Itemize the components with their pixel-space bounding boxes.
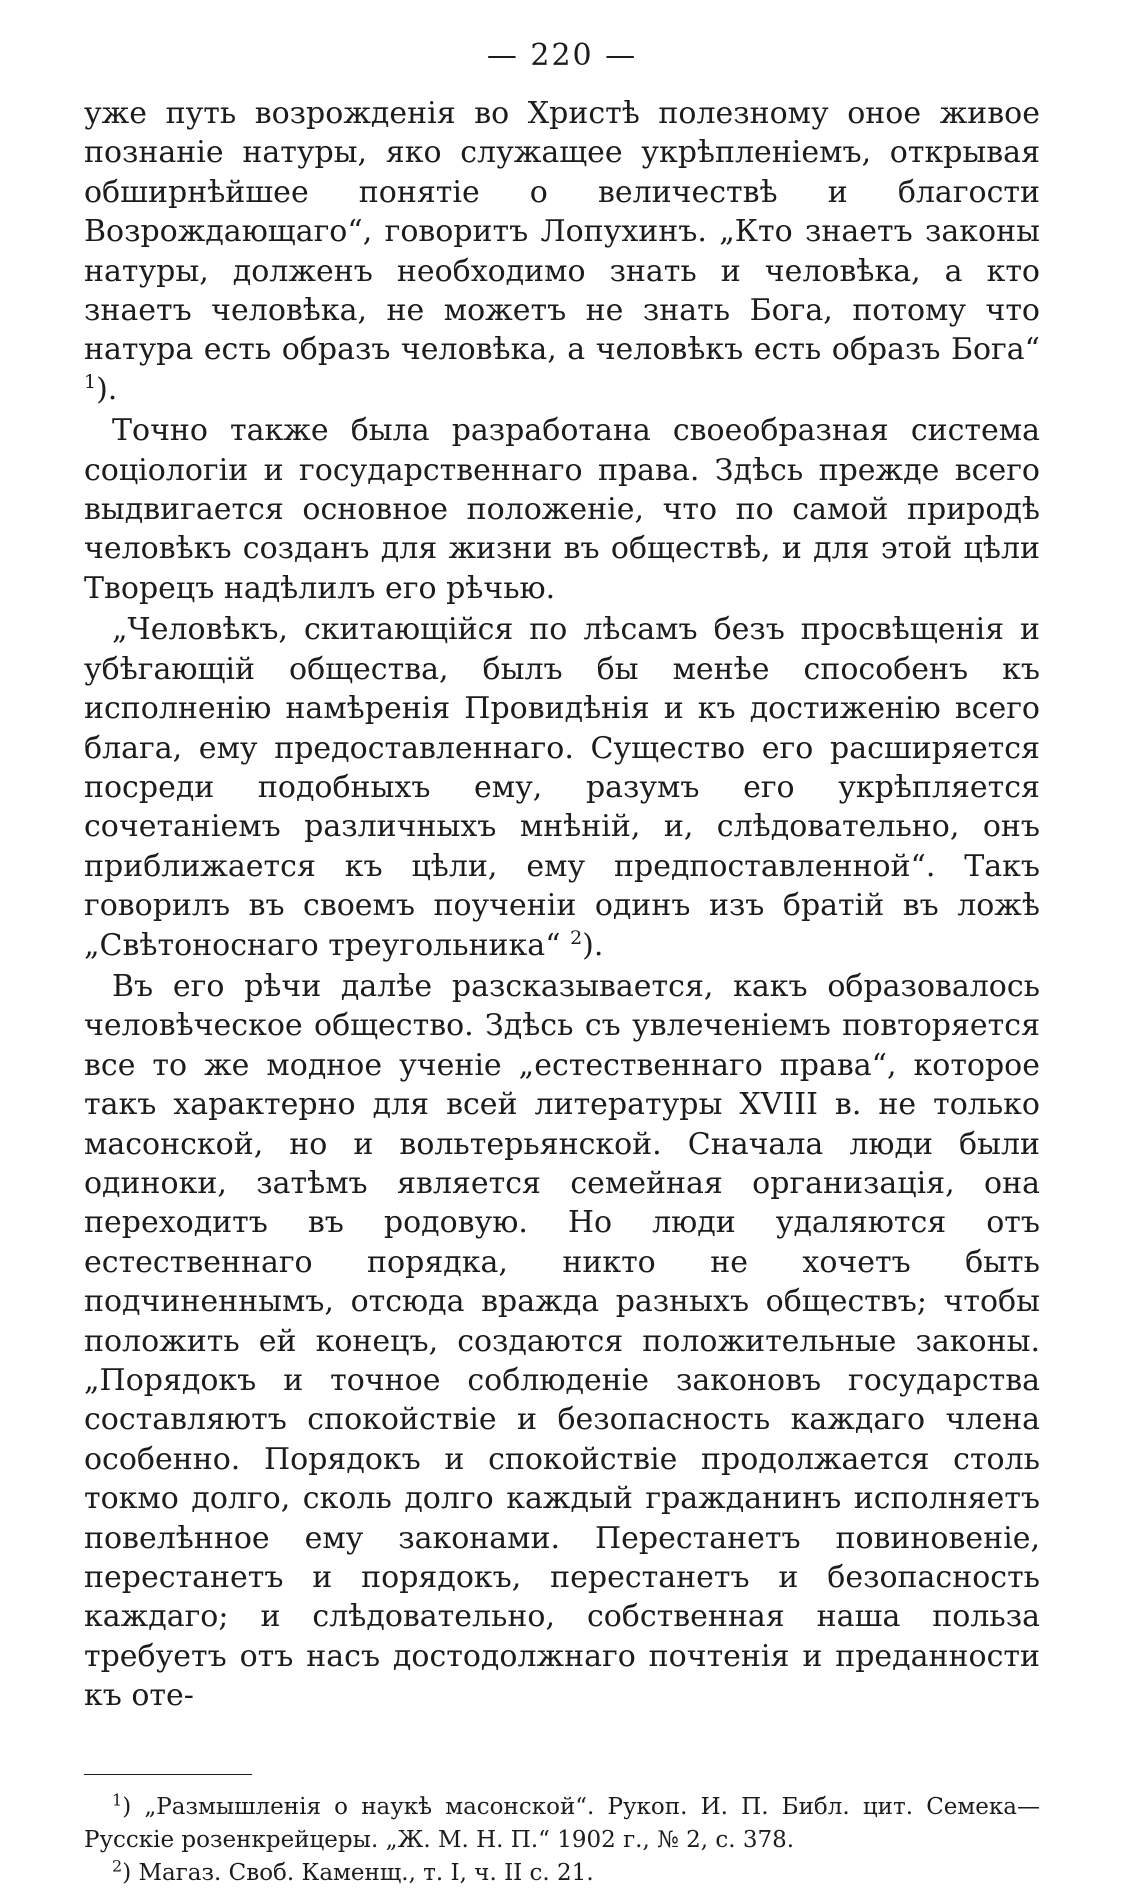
paragraph: Въ его рѣчи далѣе разсказывается, какъ образовалось человѣческое общество. Здѣсь съ увлеченіемъ повторяется все то же модное ученіе „естественнаго права“, которое такъ характерно для всей литературы XVIII в. не только масонской, но и вольтерьянской. Сначала люди были одиноки, затѣмъ является семейная организація, она переходитъ въ родовую. Но люди удаляются отъ естественнаго порядка, никто не хочетъ быть подчиненнымъ, отсюда вражда разныхъ обществъ; чтобы положить ей конецъ, создаются положительные законы. „Порядокъ и точное соблюденіе законовъ государства составляютъ спокойствіе и безопасность каждаго члена особенно. Порядокъ и спокойствіе продолжается столь токмо долго, сколь долго каждый гражданинъ исполняетъ повелѣнное ему законами. Перестанетъ повиновеніе, перестанетъ и порядокъ, перестанетъ и безопасность каждаго; и слѣдовательно, собственная наша польза требуетъ отъ насъ достодолжнаго почтенія и преданности къ оте- [84, 968, 1040, 1714]
footnote-mark: 2 [112, 1856, 123, 1875]
footnote-mark: 1 [112, 1790, 123, 1809]
footnotes [84, 1791, 1040, 1890]
paragraph: „Человѣкъ, скитающійся по лѣсамъ безъ просвѣщенія и убѣгающій общества, былъ бы менѣе способенъ къ исполненію намѣренія Провидѣнія и къ достиженію всего блага, ему предоставленнаго. Существо его расширяется посреди подобныхъ ему, разумъ его укрѣпляется сочетаніемъ различныхъ мнѣній, и, слѣдовательно, онъ приближается къ цѣли, ему предпоставленной“. Такъ говорилъ въ своемъ поученіи одинъ изъ братій въ ложѣ „Свѣтоноснаго треугольника“ $^2$). [84, 612, 1040, 963]
footnote-ref[interactable]: 1 [84, 370, 97, 393]
body-text [84, 94, 1040, 1716]
book-page [84, 36, 1040, 1886]
footnote-ref[interactable]: 2 [570, 926, 583, 949]
footnote: $^1$) „Размышленія о наукѣ масонской“. Рукоп. И. П. Библ. цит. Семека—Русскіе розенкрейцеры. „Ж. М. Н. П.“ 1902 г., № 2, с. 378. [84, 1790, 1040, 1853]
paragraph: уже путь возрожденія во Христѣ полезному оное живое познаніе натуры, яко служащее укрѣпленіемъ, открывая обширнѣйшее понятіе о величествѣ и благости Возрождающаго“, говоритъ Лопухинъ. „Кто знаетъ законы натуры, долженъ необходимо знать и человѣка, а кто знаетъ человѣка, не можетъ не знать Бога, потому что натура есть образъ человѣка, а человѣкъ есть образъ Бога“ $^1$). [84, 96, 1040, 407]
footnote: $^2$) Магаз. Своб. Каменщ., т. I, ч. II с. 21. [112, 1856, 594, 1886]
footnote-divider [84, 1774, 252, 1775]
paragraph: Точно также была разработана своеобразная система соціологіи и государственнаго права. Здѣсь прежде всего выдвигается основное положеніе, что по самой природѣ человѣкъ созданъ для жизни въ обществѣ, и для этой цѣли Творецъ надѣлилъ его рѣчью. [84, 413, 1040, 606]
page-number: — 220 — [486, 38, 638, 73]
